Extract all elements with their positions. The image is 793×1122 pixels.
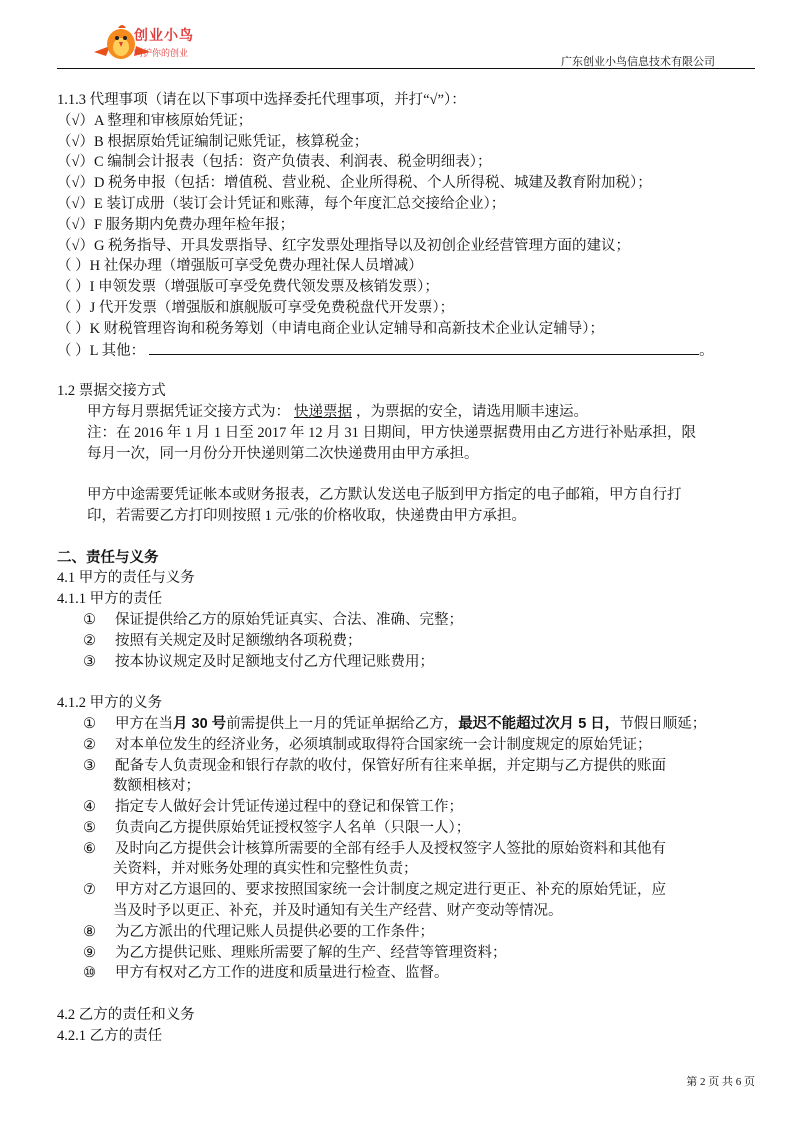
agency-item: （√）B 根据原始凭证编制记账凭证，核算税金；: [57, 133, 369, 150]
item-text: 负责向乙方提供原始凭证授权签字人名单（只限一人）；: [115, 819, 471, 836]
item-number: ①: [83, 611, 96, 628]
section-4-2-title: 4.2 乙方的责任和义务: [57, 1007, 195, 1024]
paragraph-line: 甲方中途需要凭证帐本或财务报表，乙方默认发送电子版到甲方指定的电子邮箱，甲方自行打: [87, 487, 682, 504]
section-4-2-1-title: 4.2.1 乙方的责任: [57, 1027, 163, 1044]
item-number: ③: [83, 653, 96, 670]
item-number: ⑧: [83, 923, 96, 940]
item-number: ⑤: [83, 819, 96, 836]
agency-item-other: [57, 340, 767, 361]
agency-item: （√）D 税务申报（包括：增值税、营业税、企业所得税、个人所得税、城建及教育附加税）；: [57, 175, 652, 192]
other-blank-line: [149, 340, 699, 355]
section-4-1-1-title: 4.1.1 甲方的责任: [57, 591, 163, 608]
item-text: 为乙方提供记账、理账所需要了解的生产、经营等管理资料；: [115, 944, 507, 961]
agency-item: （ ）K 财税管理咨询和税务筹划（申请电商企业认定辅导和高新技术企业认定辅导）；: [57, 320, 604, 337]
item-text: 按照有关规定及时足额缴纳各项税费；: [115, 632, 362, 649]
agency-item: （√）F 服务期内免费办理年检年报；: [57, 216, 295, 233]
other-label: （ ）L 其他：: [57, 342, 146, 359]
page-header: [0, 0, 793, 70]
item-text: 按本协议规定及时足额地支付乙方代理记账费用；: [115, 653, 434, 670]
item-number: ③: [83, 757, 96, 774]
responsibility-item: [57, 631, 767, 652]
item-text: 前需提供上一月的凭证单据给乙方，: [226, 715, 459, 732]
note-line: 每月一次，同一月份分开快递则第二次快递费用由甲方承担。: [87, 445, 479, 462]
item-text: 对本单位发生的经济业务，必须填制或取得符合国家统一会计制度规定的原始凭证；: [115, 736, 652, 753]
agency-item: （ ）H 社保办理（增强版可享受免费办理社保人员增减）: [57, 258, 423, 275]
obligation-item: [57, 922, 767, 943]
brand-slogan: 呵护你的创业: [134, 48, 189, 58]
method-suffix: ，为票据的安全，请选用顺丰速运。: [356, 403, 588, 420]
item-text: 甲方在当: [115, 715, 173, 732]
paragraph-line: 印，若需要乙方打印则按照 1 元/张的价格收取，快递费由甲方承担。: [87, 507, 527, 524]
responsibility-item: [57, 610, 767, 631]
item-text: 配备专人负责现金和银行存款的收付，保管好所有往来单据，并定期与乙方提供的账面: [115, 757, 666, 774]
obligation-item: [57, 963, 767, 984]
item-text: 节假日顺延；: [619, 715, 707, 732]
method-prefix: 甲方每月票据凭证交接方式为：: [87, 403, 290, 420]
bold-text: 最迟不能超过次月 5 日，: [458, 715, 620, 732]
obligation-item: [57, 735, 767, 756]
agency-item: （√）G 税务指导、开具发票指导、红字发票处理指导以及初创企业经营管理方面的建议；: [57, 237, 631, 254]
obligation-item: [57, 818, 767, 839]
item-text: 甲方对乙方退回的、要求按照国家统一会计制度之规定进行更正、补充的原始凭证，应: [115, 882, 666, 899]
company-name: 广东创业小鸟信息技术有限公司: [561, 56, 715, 68]
method-value: 快递票据: [294, 403, 352, 420]
brand-name: 创业小鸟: [134, 27, 194, 43]
item-number: ④: [83, 799, 96, 816]
agency-item: （ ）I 申领发票（增强版可享受免费代领发票及核销发票）；: [57, 279, 439, 296]
obligation-item: [57, 756, 767, 777]
item-continuation: 关资料，并对账务处理的真实性和完整性负责；: [113, 861, 418, 878]
item-text: 为乙方派出的代理记账人员提供必要的工作条件；: [115, 923, 434, 940]
obligation-item: [57, 943, 767, 964]
other-end: 。: [699, 342, 714, 359]
obligation-item: [57, 880, 767, 901]
item-number: ②: [83, 632, 96, 649]
section-1-2-title: 1.2 票据交接方式: [57, 383, 166, 400]
item-text: 指定专人做好会计凭证传递过程中的登记和保管工作；: [115, 799, 463, 816]
bold-text: 月 30 号: [173, 715, 227, 732]
agency-item: （√）E 装订成册（装订会计凭证和账薄，每个年度汇总交接给企业）；: [57, 195, 506, 212]
obligation-item: [57, 839, 767, 860]
item-number: ⑥: [83, 840, 96, 857]
section-4-1-title: 4.1 甲方的责任与义务: [57, 570, 195, 587]
header-divider: [57, 68, 755, 69]
item-number: ①: [83, 715, 96, 732]
agency-item: （ ）J 代开发票（增强版和旗舰版可享受免费税盘代开发票）；: [57, 299, 455, 316]
handover-method: [57, 402, 767, 423]
agency-item: （√）C 编制会计报表（包括：资产负债表、利润表、税金明细表）；: [57, 154, 492, 171]
page-number: 第 2 页 共 6 页: [686, 1076, 755, 1088]
item-number: ⑦: [83, 882, 96, 899]
item-number: ②: [83, 736, 96, 753]
section-heading: 二、责任与义务: [57, 549, 159, 566]
section-4-1-2-title: 4.1.2 甲方的义务: [57, 695, 163, 712]
item-number: ⑨: [83, 944, 96, 961]
item-number: ⑩: [83, 965, 96, 982]
item-text: 及时向乙方提供会计核算所需要的全部有经手人及授权签字人签批的原始资料和其他有: [115, 840, 666, 857]
item-text: 甲方有权对乙方工作的进度和质量进行检查、监督。: [115, 965, 449, 982]
item-continuation: 当及时予以更正、补充，并及时通知有关生产经营、财产变动等情况。: [113, 903, 563, 920]
section-1-1-3-title: 1.1.3 代理事项（请在以下事项中选择委托代理事项，并打“√”）：: [57, 92, 466, 108]
document-body: [57, 90, 767, 1047]
item-text: 保证提供给乙方的原始凭证真实、合法、准确、完整；: [115, 611, 463, 628]
obligation-item: [57, 714, 767, 735]
note-line: 注：在 2016 年 1 月 1 日至 2017 年 12 月 31 日期间，甲方快递票据费用由乙方进行补贴承担，限: [87, 424, 696, 441]
item-continuation: 数额相核对；: [113, 778, 200, 795]
obligation-item: [57, 797, 767, 818]
agency-item: （√）A 整理和审核原始凭证；: [57, 112, 253, 129]
responsibility-item: [57, 652, 767, 673]
